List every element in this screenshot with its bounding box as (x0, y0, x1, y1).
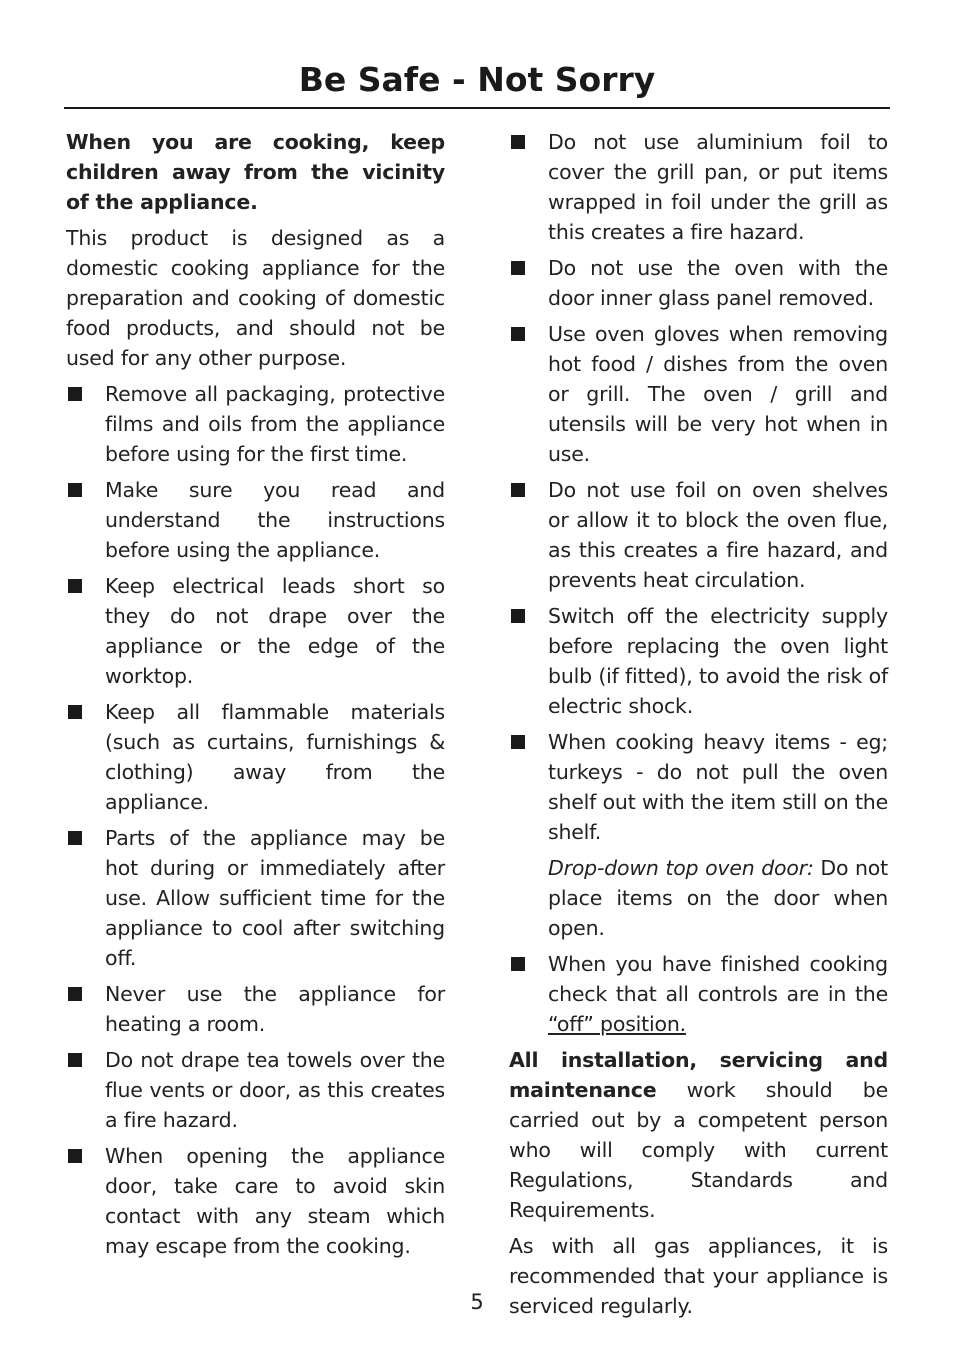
list-item (509, 601, 888, 721)
bullet-text: Do not use aluminium foil to cover the grill pan, or put items wrapped in foil under the grill as this creates a fire hazard. (548, 130, 888, 244)
list-item (66, 697, 445, 817)
list-item (509, 475, 888, 595)
square-bullet-icon (68, 1149, 82, 1163)
intended-use-paragraph: This product is designed as a domestic cooking appliance for the preparation and cooking of domestic food products, and should not be used for any other purpose. (66, 226, 445, 370)
bullet-text: Parts of the appliance may be hot during or immediately after use. Allow sufficient time for the appliance to cool after switching off. (105, 826, 445, 970)
square-bullet-icon (511, 483, 525, 497)
list-item (509, 319, 888, 469)
square-bullet-icon (68, 831, 82, 845)
right-column (509, 127, 888, 1327)
servicing-paragraph: As with all gas appliances, it is recommended that your appliance is serviced regularly. (509, 1234, 888, 1318)
left-bullet-list (66, 379, 445, 1261)
square-bullet-icon (511, 609, 525, 623)
list-item (66, 475, 445, 565)
square-bullet-icon (511, 957, 525, 971)
oven-door-note-text: Do not place items on the door when open. (548, 856, 888, 940)
bullet-text: When cooking heavy items - eg; turkeys - do not pull the oven shelf out with the item still on the shelf. (548, 730, 888, 844)
list-item (66, 1141, 445, 1261)
square-bullet-icon (68, 387, 82, 401)
list-item (66, 823, 445, 973)
installation-text: work should be carried out by a competent person who will comply with current Regulations, Standards and Requirements. (509, 1078, 888, 1222)
list-item (509, 727, 888, 847)
square-bullet-icon (68, 579, 82, 593)
list-item (509, 127, 888, 247)
bullet-text: Do not use the oven with the door inner glass panel removed. (548, 256, 888, 310)
list-item (66, 379, 445, 469)
oven-door-note-label: Drop-down top oven door: (548, 856, 814, 880)
list-item (509, 253, 888, 313)
square-bullet-icon (68, 483, 82, 497)
bullet-text: Keep all flammable materials (such as curtains, furnishings & clothing) away from the appliance. (105, 700, 445, 814)
list-item (66, 1045, 445, 1135)
bullet-text: Switch off the electricity supply before replacing the oven light bulb (if fitted), to avoid the risk of electric shock. (548, 604, 888, 718)
installation-heading: All installation, servicing and maintenance (509, 1048, 888, 1102)
bullet-text: Do not use foil on oven shelves or allow it to block the oven flue, as this creates a fire hazard, and prevents heat circulation. (548, 478, 888, 592)
right-bullet-list-final (509, 949, 888, 1039)
list-item (66, 571, 445, 691)
list-item (509, 949, 888, 1039)
square-bullet-icon (511, 135, 525, 149)
oven-door-note (509, 853, 888, 943)
bullet-text: When opening the appliance door, take care to avoid skin contact with any steam which may escape from the cooking. (105, 1144, 445, 1258)
bullet-text: Make sure you read and understand the instructions before using the appliance. (105, 478, 445, 562)
bullet-text: When you have finished cooking check that all controls are in the (548, 952, 888, 1006)
square-bullet-icon (68, 705, 82, 719)
list-item (66, 979, 445, 1039)
page-number: 5 (470, 1290, 484, 1314)
bullet-text: Remove all packaging, protective films and oils from the appliance before using for the first time. (105, 382, 445, 466)
left-column (66, 127, 445, 1267)
square-bullet-icon (511, 735, 525, 749)
bullet-text: Do not drape tea towels over the flue vents or door, as this creates a fire hazard. (105, 1048, 445, 1132)
right-bullet-list (509, 127, 888, 847)
square-bullet-icon (511, 327, 525, 341)
square-bullet-icon (68, 987, 82, 1001)
square-bullet-icon (511, 261, 525, 275)
bullet-text: Use oven gloves when removing hot food / dishes from the oven or grill. The oven / grill and utensils will be very hot when in use. (548, 322, 888, 466)
installation-paragraph (509, 1045, 888, 1225)
page-title: Be Safe - Not Sorry (298, 60, 656, 99)
children-warning-heading: When you are cooking, keep children away from the vicinity of the appliance. (66, 130, 445, 214)
title-divider (64, 107, 890, 109)
bullet-text: Keep electrical leads short so they do not drape over the appliance or the edge of the worktop. (105, 574, 445, 688)
bullet-text: Never use the appliance for heating a room. (105, 982, 445, 1036)
off-position-text: “off” position. (548, 1012, 686, 1036)
square-bullet-icon (68, 1053, 82, 1067)
